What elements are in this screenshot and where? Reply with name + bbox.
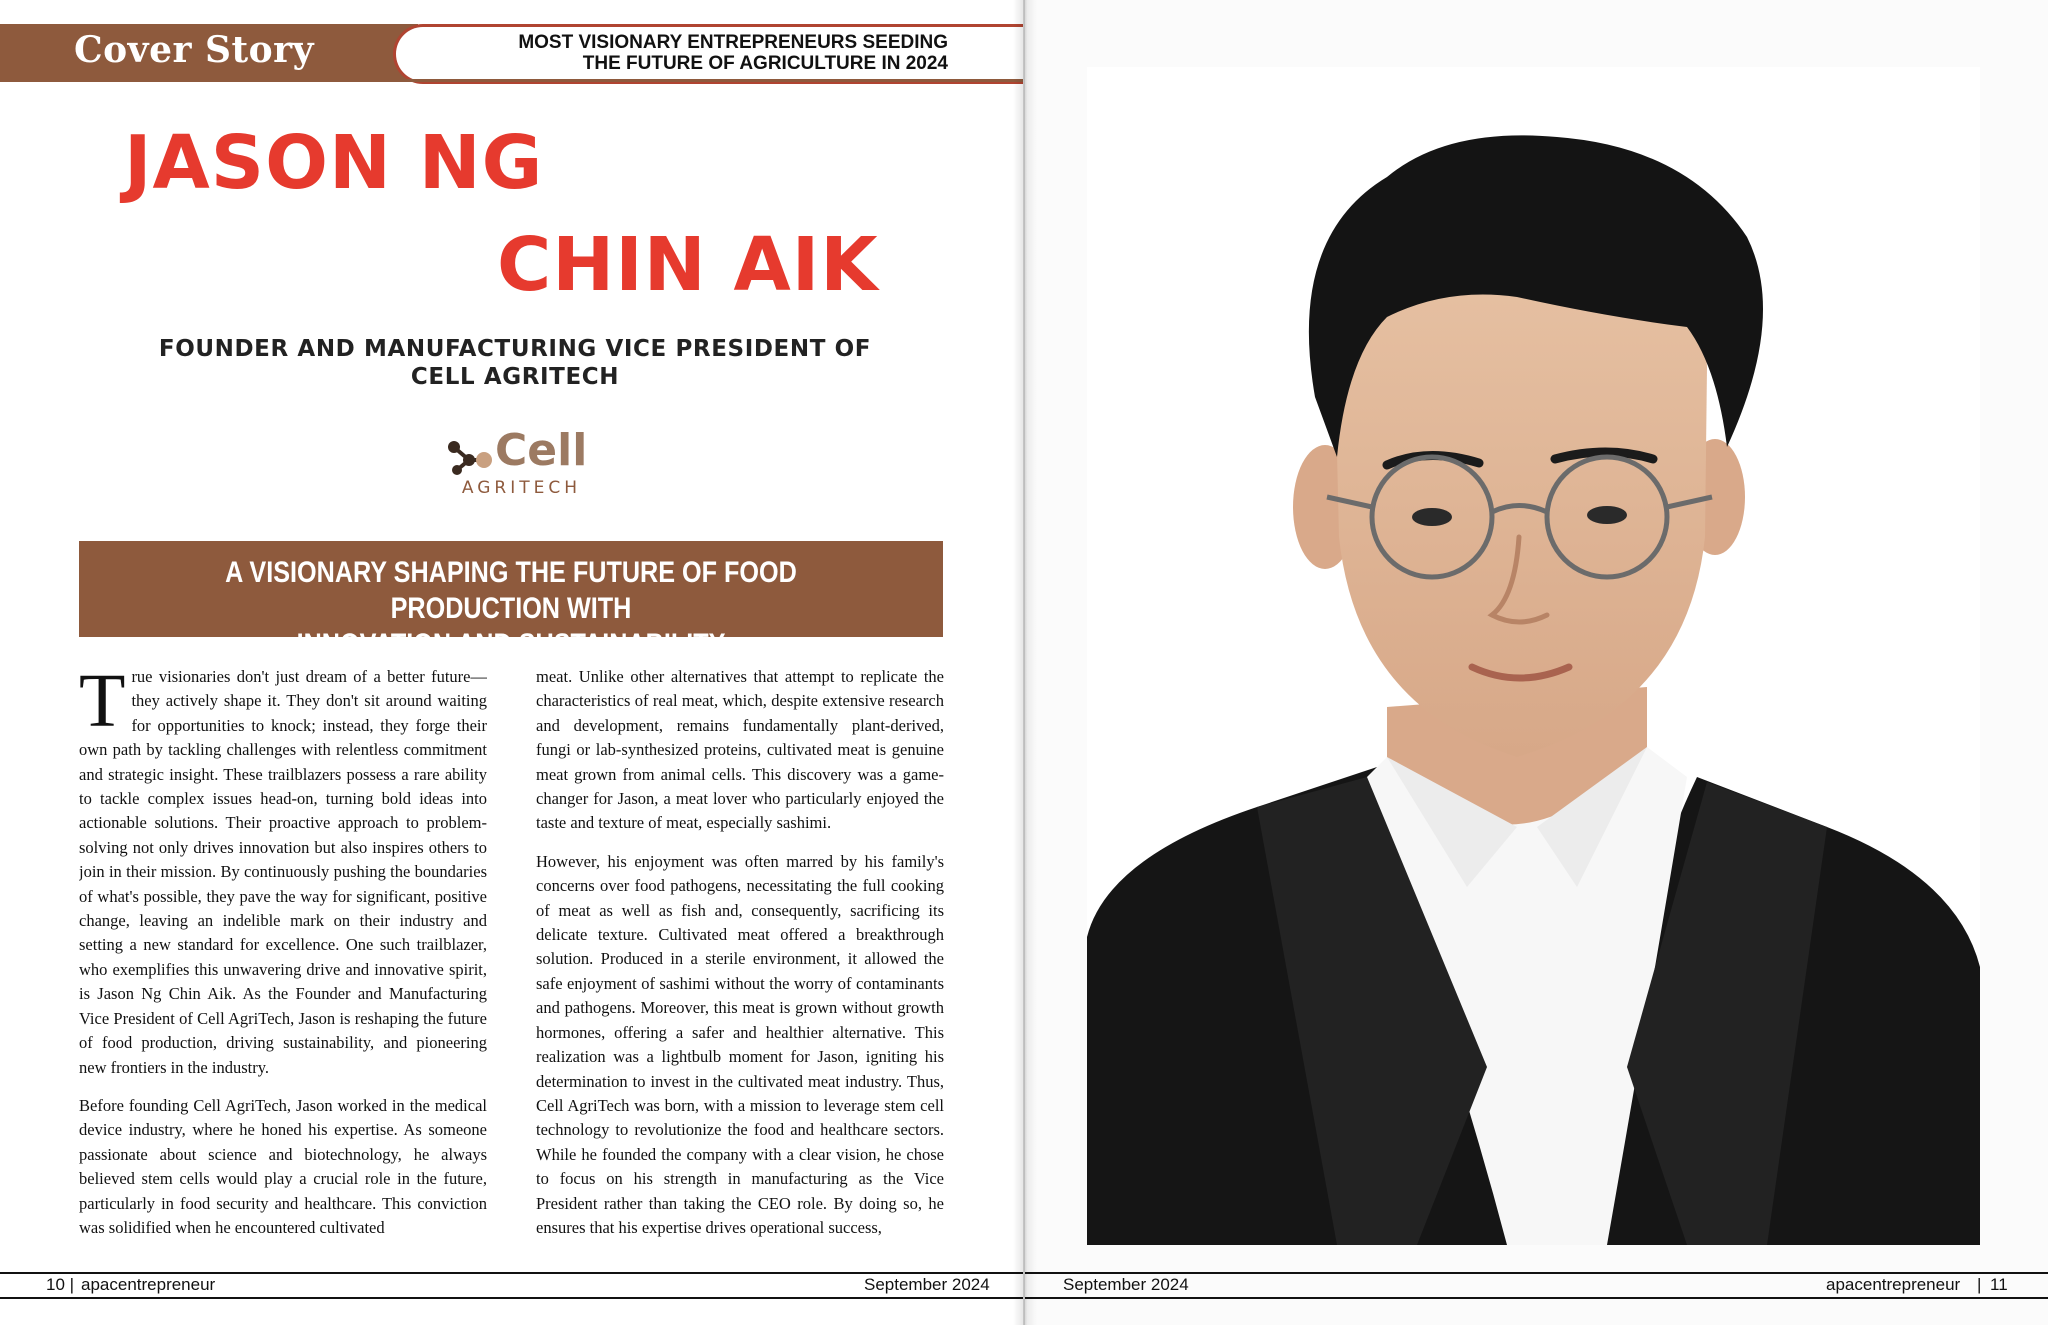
issue-date-left: September 2024 — [864, 1275, 990, 1294]
logo-word: Cell — [495, 425, 588, 476]
footer-rule-bottom-right — [1025, 1297, 2048, 1299]
article-paragraph-2: Before founding Cell AgriTech, Jason worked in the medical device industry, where he honed his expertise. As someone passionate about science and biotechnology, he always believed stem cells would play a crucial role in the future, particularly in food security and healthcare. This conviction was solidified when he encountered cultivated — [79, 1095, 487, 1237]
article-column-1 — [79, 665, 487, 1247]
publication-name-left: apacentrepreneur — [81, 1275, 216, 1294]
deck-line-2: INNOVATION AND SUSTAINABILITY — [296, 628, 726, 661]
deck-banner — [79, 541, 943, 661]
molecule-icon — [445, 438, 493, 478]
role-line-2: CELL AGRITECH — [410, 364, 620, 390]
issue-date-right: September 2024 — [1063, 1275, 1189, 1294]
strap-text — [518, 32, 948, 74]
paragraph-1-text: rue visionaries don't just dream of a better future—they actively shape it. They don't sit around waiting for opportunities to knock; instead, they forge their own path by tackling challenges with relentless commitment and strategic insight. These trailblazers possess a rare ability to tackle complex issues head-on, turning bold ideas into actionable solutions. Their proactive approach to problem-solving not only drives innovation but also inspires others to join in their mission. By continuously pushing the boundaries of what's possible, they pave the way for significant, positive change, leaving an indelible mark on their industry and setting a new standard for excellence. One such trailblazer, who exemplifies this unwavering drive and innovative spirit, is Jason Ng Chin Aik. As the Founder and Manufacturing Vice President of Cell AgriTech, Jason is reshaping the future of food production, driving sustainability, and pioneering new frontiers in the industry. — [79, 667, 487, 1077]
section-label: Cover Story — [74, 29, 315, 71]
article-column-2 — [536, 665, 944, 1247]
portrait-photo — [1087, 67, 1980, 1245]
role-title — [130, 335, 900, 391]
left-page — [0, 0, 1023, 1325]
footer-separator-right: | — [1977, 1275, 1982, 1294]
right-page — [1025, 0, 2048, 1325]
section-tab — [0, 24, 418, 82]
article-paragraph-4: However, his enjoyment was often marred by his family's concerns over food pathogens, necessitating the full cooking of meat as well as fish and, consequently, sacrificing its delicate texture. Cultivated meat offered a breakthrough solution. Produced in a sterile environment, it allowed the safe enjoyment of sashimi without the worry of contaminants and pathogens. Moreover, this meat is grown without growth hormones, offering a safer and healthier alternative. This realization was a lightbulb moment for Jason, igniting his determination to invest in the cultivated meat industry. Thus, Cell AgriTech was born, with a mission to leverage stem cell technology to revolutionize the food and healthcare sectors. While he founded the company with a clear vision, he chose to focus on his strength in manufacturing as the Vice President rather than taking the CEO role. By doing so, he ensures that his expertise drives operational success, — [536, 851, 944, 1237]
portrait-illustration — [1087, 67, 1980, 1245]
headline-name-line-2: CHIN AIK — [497, 222, 879, 308]
logo-subword: AGRITECH — [461, 478, 581, 498]
strap-banner — [393, 24, 1023, 84]
strap-line-2: THE FUTURE OF AGRICULTURE IN 2024 — [582, 53, 948, 74]
role-line-1: FOUNDER AND MANUFACTURING VICE PRESIDENT OF — [158, 336, 872, 362]
strap-line-1: MOST VISIONARY ENTREPRENEURS SEEDING — [518, 32, 948, 53]
publication-name-right: apacentrepreneur — [1826, 1275, 1961, 1294]
cell-agritech-logo — [445, 425, 588, 500]
page-number-right: 11 — [1990, 1275, 2008, 1294]
headline-name-line-1: JASON NG — [124, 120, 544, 206]
drop-cap: T — [79, 665, 126, 743]
article-paragraph-1 — [79, 665, 487, 1080]
footer-rule-bottom — [0, 1297, 1023, 1299]
deck-text — [148, 555, 874, 663]
article-paragraph-3: meat. Unlike other alternatives that attempt to replicate the characteristics of real meat, which, despite extensive research and development, remains fundamentally plant-derived, fungi or lab-synthesized proteins, cultivated meat is genuine meat grown from animal cells. This discovery was a game-changer for Jason, a meat lover who particularly enjoyed the taste and texture of meat, especially sashimi. — [536, 667, 944, 833]
strap-rule — [0, 79, 1023, 82]
page-number-left: 10 | — [46, 1275, 75, 1294]
deck-line-1: A VISIONARY SHAPING THE FUTURE OF FOOD PRODUCTION WITH — [225, 556, 797, 625]
